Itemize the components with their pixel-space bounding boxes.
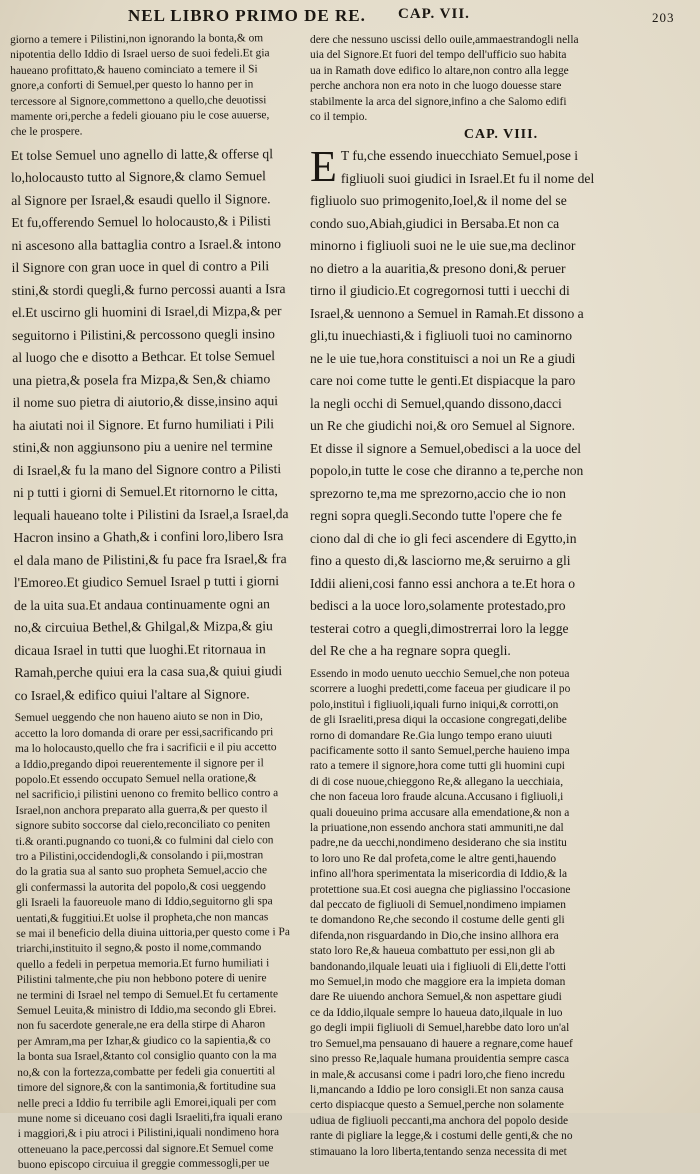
text-line: infino all'hora sperimentata la misericordia di Iddio,& la xyxy=(310,868,567,881)
text-line: difenda,non risguardando in Dio,che insino allhora era xyxy=(310,929,559,942)
text-line: no,& circuiua Bethel,& Ghilgal,& Mizpa,& giu xyxy=(14,618,273,636)
text-line: la bonta sua Israel,&tanto col consiglio quanto con la ma xyxy=(17,1049,277,1064)
text-line: dare Re uiuendo anchora Semuel,& non aspettare giudi xyxy=(310,991,562,1004)
running-title: NEL LIBRO PRIMO DE RE. xyxy=(128,6,366,25)
text-line: a Iddio,pregando dipoi reuerentemente il signore per il xyxy=(15,756,264,771)
text-line: padre,ne da uecchi,nondimeno desiderano che sia institu xyxy=(310,837,567,850)
text-line: lo,holocausto tutto al Signore,& clamo Semuel xyxy=(10,168,266,186)
text-line: di di cose nuoue,chieggono Re,& allegano la uecchiaia, xyxy=(310,775,564,788)
text-line: stabilmente la arca del signore,infino a che Salomo edifi xyxy=(310,95,567,108)
text-line: no dietro a la auaritia,& presono doni,& peruer xyxy=(310,260,566,276)
text-line: mune nome si diceuano cosi dagli Israeliti,fra iquali erano xyxy=(17,1111,283,1125)
text-line: haueano profittato,& haueno cominciato a temere il Si xyxy=(10,63,258,77)
text-line: el.Et uscirno gli huomini di Israel,di Mizpa,& per xyxy=(11,303,282,321)
text-line: ha aiutati noi il Signore. Et furno humiliati i Pili xyxy=(12,416,275,433)
text-line: de gli Israeliti,presa diqui la occasione congregati,delibe xyxy=(310,714,567,727)
text-line: sprezorno te,ma me sprezorno,accio che io non xyxy=(310,485,566,501)
text-line: la priuatione,non essendo anchora stati ammuniti,ne dal xyxy=(310,822,564,834)
left-scripture-text xyxy=(11,143,307,708)
text-line: accetto la loro domanda di orare per essi,sacrificando pri xyxy=(14,725,274,740)
text-line: ni p tutti i giorni di Semuel.Et ritornorno le citta, xyxy=(13,483,278,501)
text-line: i maggiori,& i piu atroci i Pilistini,iquali nondimeno hora xyxy=(17,1126,280,1141)
text-line: nel sacrificio,i pilistini uenono co fremito bellico contro a xyxy=(15,787,279,802)
text-line: figliuoli suoi giudici in Israel.Et fu il nome del xyxy=(340,170,595,186)
text-line: popolo,in tutte le cose che diranno a te,perche non xyxy=(310,463,584,479)
text-line: uentati,& fuggitiui.Et uolse il propheta,che non mancas xyxy=(16,910,269,925)
text-line: co Israel,& edifico quiui l'altare al Signore. xyxy=(14,686,250,703)
text-line: al luogo che e disotto a Bethcar. Et tolse Semuel xyxy=(12,348,276,366)
text-line: condo suo,Abiah,giudici in Bersaba.Et non ca xyxy=(310,215,560,231)
text-line: gnore,a conforti di Semuel,per questo lo hanno per in xyxy=(10,78,254,93)
text-line: mamente ori,perche a fedeli giouano piu le cose auuerse, xyxy=(10,109,270,124)
text-line: stini,& non aggiunsono piu a uenire nel termine xyxy=(12,438,273,456)
text-line: testerai cotro a quegli,dimostrerrai loro la legge xyxy=(310,620,569,636)
text-line: quali doueuino prima accusare alla emendatione,& non a xyxy=(310,806,570,819)
text-line: nelle preci a Iddio fu terribile agli Emorei,iquali per com xyxy=(17,1095,277,1110)
text-line: ti.& oranti.pugnando co tuoni,& co fulmini dal cielo con xyxy=(15,833,274,848)
text-line: rante di pigliare la legge,& i costumi delle genti,& che no xyxy=(310,1130,573,1143)
left-commentary-top xyxy=(10,31,303,141)
right-scripture-text xyxy=(310,142,622,663)
text-line: Et disse il signore a Semuel,obedisci a la uoce del xyxy=(310,440,582,456)
text-line: buono episcopo circuiua il greggie commessogli,per ue xyxy=(17,1157,270,1172)
text-line: de la uita sua.Et andaua continuamente ogni an xyxy=(13,596,270,613)
text-line: polo,instituì i figliuoli,iquali furno iniqui,& corrotti,on xyxy=(310,698,559,711)
text-line: uia del Signore.Et fuori del tempo dell'ufficio suo habita xyxy=(310,49,567,62)
left-column xyxy=(10,31,310,1174)
text-line: Essendo in modo uenuto uecchio Semuel,che non poteua xyxy=(310,667,570,680)
text-line: per Amram,ma per Izhar,& giudico co la sapientia,& co xyxy=(17,1034,271,1048)
text-line: rorno di domandare Re.Gia lungo tempo erano uiuuti xyxy=(310,729,553,742)
text-line: signore subito soccorse dal cielo,reconciliato co peniten xyxy=(15,818,271,833)
text-line: Et tolse Semuel uno agnello di latte,& offerse ql xyxy=(10,146,274,163)
text-line: il nome suo pietra di aiutorio,& disse,insino aqui xyxy=(12,393,279,411)
right-commentary-bottom xyxy=(310,667,622,1160)
page-number: 203 xyxy=(652,10,675,25)
text-line: do la gratia sua al santo suo propheta Semuel,accio che xyxy=(15,864,268,879)
text-line: l'Emoreo.Et giudico Semuel Israel p tutti i giorni xyxy=(13,573,280,591)
text-line: ne le uie tue,hora constituisci a noi un Re a giudi xyxy=(310,350,576,366)
text-line: scorrere a luoghi predetti,come faceua per giudicare il po xyxy=(310,683,571,696)
text-line: ciono dal di che io gli feci ascendere di Egytto,in xyxy=(310,530,577,546)
text-line: Semuel ueggendo che non haueno aiuto se non in Dio, xyxy=(14,710,263,725)
left-commentary-bottom xyxy=(15,709,310,1173)
text-line: Ramah,perche quiui era la casa sua,& quiui giudi xyxy=(14,663,283,681)
text-line: ma lo holocausto,quello che fra i sacrificii e il piu accetto xyxy=(14,741,277,756)
text-line: udiua de figliuoli peccanti,ma anchora del popolo deside xyxy=(310,1114,569,1127)
text-line: stini,& stordi quegli,& furno percossi auanti a Isra xyxy=(11,280,286,298)
text-line: regni sopra quegli.Secondo tutte l'opere che fe xyxy=(310,508,562,524)
text-line: to loro uno Re dal profeta,come le altre genti,hauendo xyxy=(310,852,557,865)
text-line: tirno il giudicio.Et cogregornosi tutti i uecchi di xyxy=(310,283,570,299)
text-line: triarchi,instituito il segno,& posto il nome,commando xyxy=(16,941,262,956)
text-line: dicaua Israel in tutti que luoghi.Et ritornaua in xyxy=(14,641,266,658)
text-line: che non faceua loro fraude alcuna.Accusano i figliuoli,i xyxy=(310,791,564,804)
text-line: al Signore per Israel,& esaudi quello il Signore. xyxy=(11,191,271,208)
text-line: protettione sua.Et cosi auegna che pigliassino l'occasione xyxy=(310,883,571,896)
text-line: Iddii alieni,cosi fanno essi anchora a te.Et hora o xyxy=(310,575,575,591)
text-line: rato a temere il signore,hora come tutti gli huomini cupi xyxy=(310,760,565,773)
text-line: T fu,che essendo inuecchiato Semuel,pose i xyxy=(340,148,579,164)
text-line: go degli impii figliuoli di Semuel,harebbe dato loro un'al xyxy=(310,1022,570,1035)
drop-cap-initial: E xyxy=(310,142,337,192)
text-line: Et fu,offerendo Semuel lo holocausto,& i Pilisti xyxy=(11,213,271,231)
text-line: tro Semuel,ma pensauano di hauere a regnare,come hauef xyxy=(310,1037,573,1050)
text-line: ce da Iddio,ilquale sempre lo haueua dato,ilquale in luo xyxy=(310,1006,563,1019)
text-line: care noi come tutte le genti.Et dispiacque la paro xyxy=(310,373,576,389)
running-head xyxy=(0,4,700,30)
text-line: stato loro Re,& haueua combattuto per essi,non gli ab xyxy=(310,945,555,958)
text-line: il Signore con gran uoce in quel di contro a Pili xyxy=(11,258,270,276)
text-line: in male,& accusansi come i padri loro,che fieno incredu xyxy=(310,1068,565,1081)
text-line: minorno i figliuoli suoi ne le uie sue,ma declinor xyxy=(310,238,576,254)
text-line: Hacron insino a Ghath,& i confini loro,libero Isra xyxy=(13,528,284,546)
text-line: la negli occhi di Semuel,quando dissono,dacci xyxy=(310,395,562,411)
right-column xyxy=(310,33,622,1160)
text-line: gli Israeli la fauoreuole mano di Iddio,seguitorno gli spa xyxy=(16,895,273,910)
text-line: nipotentia dello Iddio di Israel uerso de suoi fedeli.Et gia xyxy=(10,47,270,62)
text-line: sino presso Re,laquale humana prouidentia sempre casca xyxy=(310,1053,570,1066)
text-line: timore del signore,& con la santimonia,& fortitudine sua xyxy=(17,1080,276,1095)
text-line: otteneuano la pace,percossi dal signore.Et Semuel come xyxy=(17,1141,274,1156)
text-line: fino a questo di,& lasciorno me,& seruirno a gli xyxy=(310,553,571,569)
text-line: perche anchora non era noto in che luogo douesse stare xyxy=(310,80,562,93)
text-line: che le prospere. xyxy=(10,125,83,139)
text-line: non fu sacerdote generale,ne era della stirpe di Aharon xyxy=(16,1018,266,1033)
text-line: un Re che giudichi noi,& oro Semuel al Signore. xyxy=(310,418,576,434)
text-line: gli confermassi la autorita del popolo,& cosi ueggendo xyxy=(15,880,266,894)
text-line: ni ascesono alla battaglia contro a Israel.& intono xyxy=(11,235,282,253)
text-line: Pilistini talmente,che piu non hebbono potere di uenire xyxy=(16,972,267,987)
chapter-heading: CAP. VIII. xyxy=(463,127,539,143)
text-line: dere che nessuno uscissi dello ouile,ammaestrandogli nella xyxy=(310,34,579,46)
text-line: lequali haueano tolte i Pilistini da Israel,a Israel,da xyxy=(13,505,289,523)
right-commentary-top xyxy=(310,33,622,125)
text-line: ne termini di Israel nel tempo di Semuel.Et fu certamente xyxy=(16,987,279,1002)
text-line: el dala mano de Pilistini,& fu pace fra Israel,& fra xyxy=(13,550,287,568)
text-line: mo Semuel,in modo che maggiore era la impieta doman xyxy=(310,976,566,989)
right-scripture-lines xyxy=(310,142,622,663)
text-line: seguitorno i Pilistini,& percossono quegli insino xyxy=(12,326,275,343)
text-line: dal peccato de figliuoli di Semuel,nondimeno impiamen xyxy=(310,899,566,912)
text-line: tercessore al Signore,commettono a quello,che deuotissi xyxy=(10,93,267,108)
text-line: del Re che a ha regnare sopra quegli. xyxy=(310,643,511,659)
text-line: tro a Pilistini,occidendogli,& consolando i pii,mostran xyxy=(15,849,264,863)
text-line: certo dispiacque questo a Semuel,perche non solamente xyxy=(310,1099,564,1112)
text-line: se mai il beneficio della diuina uittoria,per questo come i Pa xyxy=(16,926,290,941)
text-line: pacificamente sotto il santo Semuel,perche hauieno impa xyxy=(310,744,570,757)
text-line: stimauano la loro liberta,tentando senza necessita di met xyxy=(310,1145,567,1158)
text-line: ua in Ramath dove edifico lo altare,non contro alla legge xyxy=(310,64,569,77)
text-line: Israel,non anchora preparato alla guerra,& per questo il xyxy=(15,803,268,817)
text-line: figliuolo suo primogenito,Ioel,& il nome del se xyxy=(310,193,567,209)
text-line: co il tempio. xyxy=(310,111,368,124)
text-line: bandonando,ilquale leuati uia i figliuoli di Eli,dette l'otti xyxy=(310,960,567,973)
text-line: li,mancando a Iddio pe loro consigli.Et non sanza causa xyxy=(310,1083,564,1096)
text-line: Israel,& uennono a Semuel in Ramah.Et dissono a xyxy=(310,305,584,321)
running-chapter: CAP. VII. xyxy=(398,6,470,22)
text-line: giorno a temere i Pilistini,non ignorando la bonta,& om xyxy=(10,32,264,46)
text-line: te domandono Re,che secondo il costume delle genti gli xyxy=(310,914,565,927)
text-line: Semuel Leuita,& ministro di Iddio,ma secondo gli Ebrei. xyxy=(16,1003,277,1018)
text-line: una pietra,& posela fra Mizpa,& Sen,& chiamo xyxy=(12,371,271,388)
text-line: quello a fedeli in perpetua memoria.Et furno humiliati i xyxy=(16,957,270,971)
text-line: popolo.Et essendo occupato Semuel nella oratione,& xyxy=(15,772,257,786)
text-line: di Israel,& fu la mano del Signore contro a Pilisti xyxy=(13,460,282,478)
text-line: gli,tu inuechiasti,& i figliuoli tuoi no caminorno xyxy=(310,328,573,344)
text-line: bedisci a la uoce loro,solamente protestado,pro xyxy=(310,598,566,614)
text-line: no,& con la fortezza,combatte per fedeli gia conuertiti al xyxy=(17,1064,276,1079)
